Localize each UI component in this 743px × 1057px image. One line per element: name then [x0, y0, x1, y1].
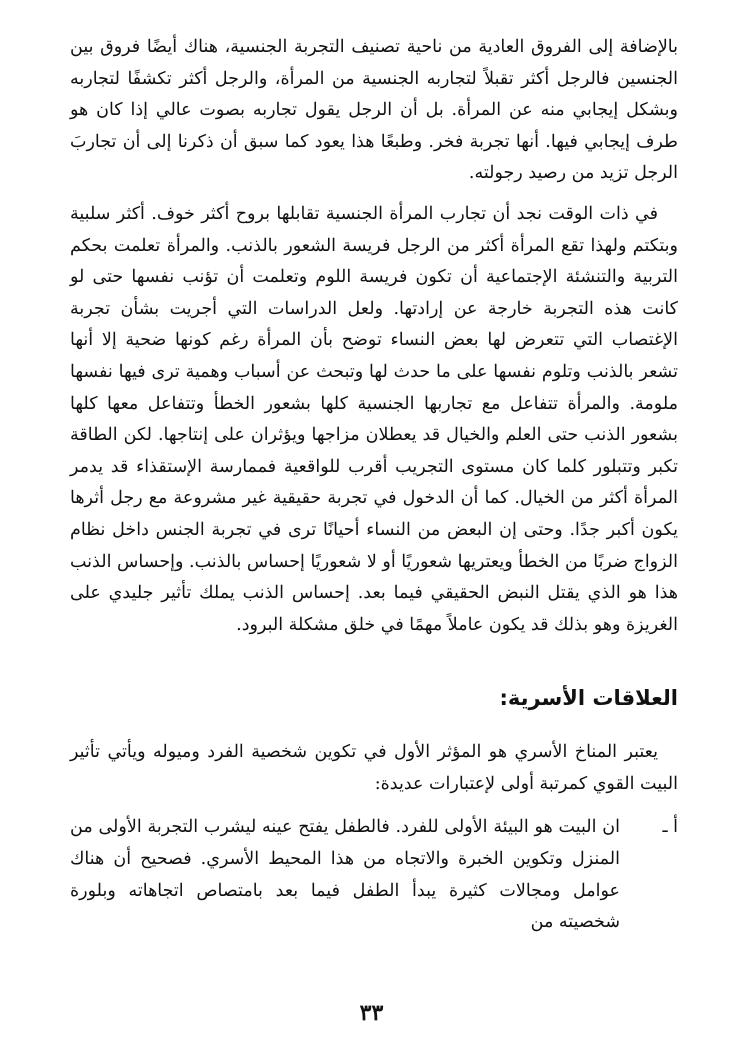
list-item-text: ان البيت هو البيئة الأولى للفرد. فالطفل يفتح عينه ليشرب التجربة الأولى من المنزل وتكوين الخبرة والاتجاه من هذا المحيط الأسري. فصحيح أن هناك عوامل ومجالات كثيرة يبدأ الطفل فيما بعد بامتصاص اتجاهاته وبلورة شخصيته من	[70, 817, 620, 933]
list-item-marker: أ ـ	[662, 817, 678, 838]
list-item	[70, 812, 678, 938]
section-heading: العلاقات الأسرية:	[499, 686, 678, 711]
paragraph-1: بالإضافة إلى الفروق العادية من ناحية تصنيف التجربة الجنسية، هناك أيضًا فروق بين الجنسين فالرجل أكثر تقبلاً لتجاربه الجنسية من المرأة، والرجل أكثر تكشفًا لتجاربه وبشكل إيجابي منه عن المرأة. بل أن الرجل يقول تجاربه بصوت عالي إذا كان هو طرف إيجابي فيها. أنها تجربة فخر. وطبعًا هذا يعود كما سبق أن ذكرنا إلى أن تجاربَ الرجل تزيد من رصيد رجولته.	[70, 37, 678, 184]
paragraph-2: في ذات الوقت نجد أن تجارب المرأة الجنسية تقابلها بروح أكثر خوف. أكثر سلبية وبتكتم ولهذا تقع المرأة أكثر من الرجل فريسة الشعور بالذنب. والمرأة تعلمت بحكم التربية والتنشئة الإجتماعية أن تكون فريسة اللوم وتعلمت أن تؤنب نفسها حتى لو كانت هذه التجربة خارجة عن إرادتها. ولعل الدراسات التي أجريت بشأن تجربة الإغتصاب التي تتعرض لها بعض النساء توضح بأن المرأة رغم كونها ضحية إلا أنها تشعر بالذنب وتلوم نفسها على ما حدث لها وتبحث عن أسباب وهمية ترى فيها نفسها ملومة. والمرأة تتفاعل مع تجاربها الجنسية كلها بشعور الخطأ وتتفاعل معها كلها بشعور الذنب حتى العلم والخيال قد يعطلان مزاجها ويؤثران على إنتاجها. لكن الطاقة تكبر وتتبلور كلما كان مستوى التجريب أقرب للواقعية فممارسة الإستقذاء قد يدمر المرأة أكثر من الخيال. كما أن الدخول في تجربة حقيقية غير مشروعة مع رجل أثرها يكون أكبر جدًا. وحتى إن البعض من النساء أحيانًا ترى في تجربة الجنس داخل نظام الزواج ضربًا من الخطأ ويعتريها شعوريًا أو لا شعوريًا إحساس بالذنب. وإحساس الذنب هذا هو الذي يقتل النبض الحقيقي فيما بعد. إحساس الذنب يملك تأثير جليدي على الغريزة وهو بذلك قد يكون عاملاً مهمًا في خلق مشكلة البرود.	[70, 203, 678, 635]
section-intro: يعتبر المناخ الأسري هو المؤثر الأول في تكوين شخصية الفرد وميوله ويأتي تأثير البيت القوي كمرتبة أولى لإعتبارات عديدة:	[70, 742, 678, 794]
page-body	[70, 32, 678, 939]
page-number: ٣٣	[359, 1000, 384, 1026]
